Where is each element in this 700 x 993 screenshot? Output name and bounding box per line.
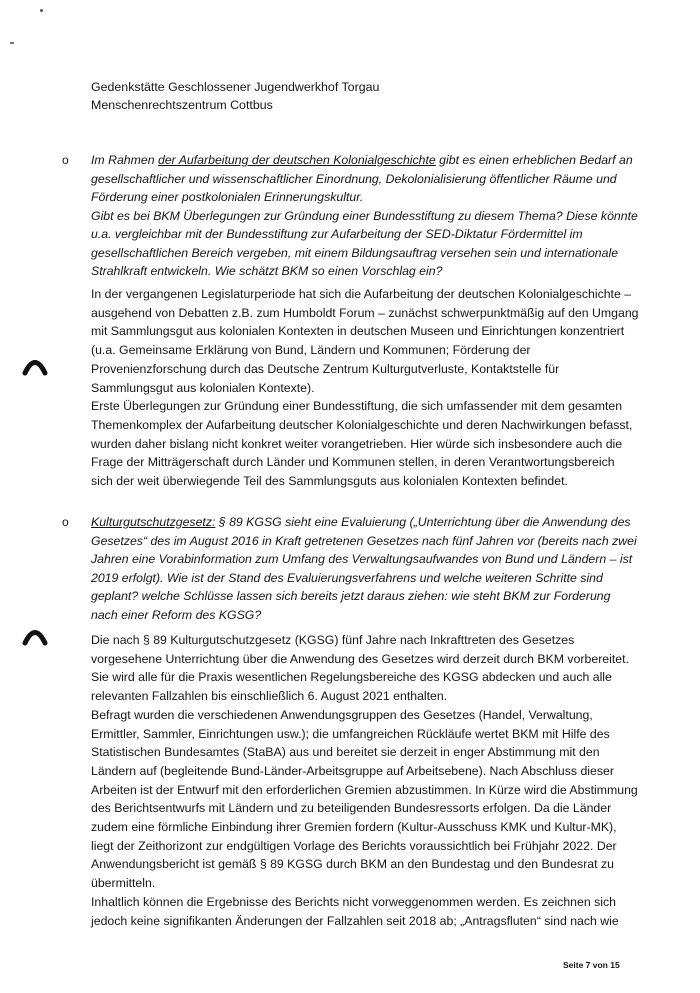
question-post: gibt es einen erheblichen Bedarf an gesellschaftlicher und wissenschaftlicher Einordnung, Dekolonialisierung öffentlicher Räume und Förderung einer postkolonialen Erinnerungskultur. <box>91 153 633 204</box>
question-pre: Im Rahmen <box>91 153 158 167</box>
punch-hole-mark <box>22 624 48 646</box>
answer-paragraph: Erste Überlegungen zur Gründung einer Bundesstiftung, die sich umfassender mit dem gesamten Themenkomplex der Aufarbeitung deutscher Kolonialgeschichte und deren Nachwirkungen befasst, wurden daher bislang nicht konkret weiter vorangetrieben. Hier würde sich insbesondere auch die Frage der Mitträgerschaft durch Länder und Kommunen stellen, in deren Verantwortungsbereich sich der weit überwiegende Teil des Sammlungsguts aus kolonialen Kontexten befindet. <box>91 399 633 489</box>
answer-text <box>91 285 639 491</box>
recipient-block <box>91 78 379 114</box>
answer-text <box>91 631 639 930</box>
answer-paragraph: In der vergangenen Legislaturperiode hat sich die Aufarbeitung der deutschen Kolonialgeschichte – ausgehend von Debatten z.B. zum Humboldt Forum – zunächst schwerpunktmäßig auf den Umgang mit Sammlungsgut aus kolonialen Kontexten in deutschen Museen und Einrichtungen konzentriert (u.a. Gemeinsame Erklärung von Bund, Ländern und Kommunen; Förderung der Provenienzforschung durch das Deutsche Zentrum Kulturgutverluste, Kontaktstelle für Sammlungsgut aus kolonialen Kontexte). <box>91 287 639 395</box>
question-text <box>91 151 639 281</box>
answer-paragraph: Befragt wurden die verschiedenen Anwendungsgruppen des Gesetzes (Handel, Verwaltung, Ermittler, Sammler, Einrichtungen usw.); die umfangreichen Rückläufe wertet BKM mit Hilfe des Statistischen Bundesamtes (StaBA) aus und bereitet sie derzeit in enger Abstimmung mit den Ländern auf (begleitende Bund-Länder-Arbeitsgruppe auf Arbeitsebene). Nach Abschluss dieser Arbeiten ist der Entwurf mit den erforderlichen Gremien abzustimmen. In Kürze wird die Abstimmung des Berichtsentwurfs mit Ländern und zu beteiligenden Bundesressorts erfolgen. Da die Länder zudem eine förmliche Einbindung ihrer Gremien fordern (Kultur-Ausschuss KMK und Kultur-MK), liegt der Zeithorizont zur endgültigen Vorlage des Berichts voraussichtlich bei Frühjahr 2022. Der Anwendungsbericht ist gemäß § 89 KGSG durch BKM an den Bundestag und den Bundesrat zu übermitteln. <box>91 707 638 891</box>
bullet: o <box>62 515 69 529</box>
answer-paragraph: Die nach § 89 Kulturgutschutzgesetz (KGSG) fünf Jahre nach Inkrafttreten des Gesetzes vorgesehene Unterrichtung über die Anwendung des Gesetzes wird derzeit durch BKM vorbereitet. Sie wird alle für die Praxis wesentlichen Regelungsbereiche des KGSG abdecken und auch alle relevanten Fallzahlen bis einschließlich 6. August 2021 enthalten. <box>91 633 629 704</box>
question-paragraph <box>91 151 639 207</box>
scan-speck <box>10 42 14 44</box>
question-paragraph-2: Gibt es bei BKM Überlegungen zur Gründung einer Bundesstiftung zu diesem Thema? Diese könnte u.a. vergleichbar mit der Bundesstiftung zur Aufarbeitung der SED-Diktatur Fördermittel im gesellschaftlichen Bereich vergeben, mit einem Bildungsauftrag versehen sein und internationale Strahlkraft entwickeln. Wie schätzt BKM so einen Vorschlag ein? <box>91 208 638 278</box>
question-paragraph <box>91 513 639 624</box>
scan-speck <box>40 9 43 12</box>
punch-hole-mark <box>22 354 48 376</box>
recipient-line-2: Menschenrechtszentrum Cottbus <box>91 98 273 112</box>
bullet: o <box>62 153 69 167</box>
answer-paragraph: Inhaltlich können die Ergebnisse des Berichts nicht vorweggenommen werden. Es zeichnen sich jedoch keine signifikanten Änderungen der Fallzahlen seit 2018 ab; „Antragsfluten“ sind nach wie <box>91 894 619 928</box>
page-number: Seite 7 von 15 <box>563 960 620 970</box>
question-text <box>91 513 639 624</box>
question-topic: der Aufarbeitung der deutschen Kolonialgeschichte <box>157 153 436 167</box>
question-post: § 89 KGSG sieht eine Evaluierung („Unterrichtung über die Anwendung des Gesetzes“ des im August 2016 in Kraft getretenen Gesetzes nach fünf Jahren vor (bereits nach zwei Jahren eine Vorabinformation zum Umfang des Verwaltungsaufwandes von Bund und Ländern – ist 2019 erfolgt). Wie ist der Stand des Evaluierungsverfahrens und welche weiteren Schritte sind geplant? welche Schlüsse lassen sich bereits jetzt daraus ziehen: wie steht BKM zur Forderung nach einer Reform des KGSG? <box>91 515 637 622</box>
question-topic: Kulturgutschutzgesetz: <box>91 515 216 529</box>
recipient-line-1: Gedenkstätte Geschlossener Jugendwerkhof Torgau <box>91 80 380 94</box>
